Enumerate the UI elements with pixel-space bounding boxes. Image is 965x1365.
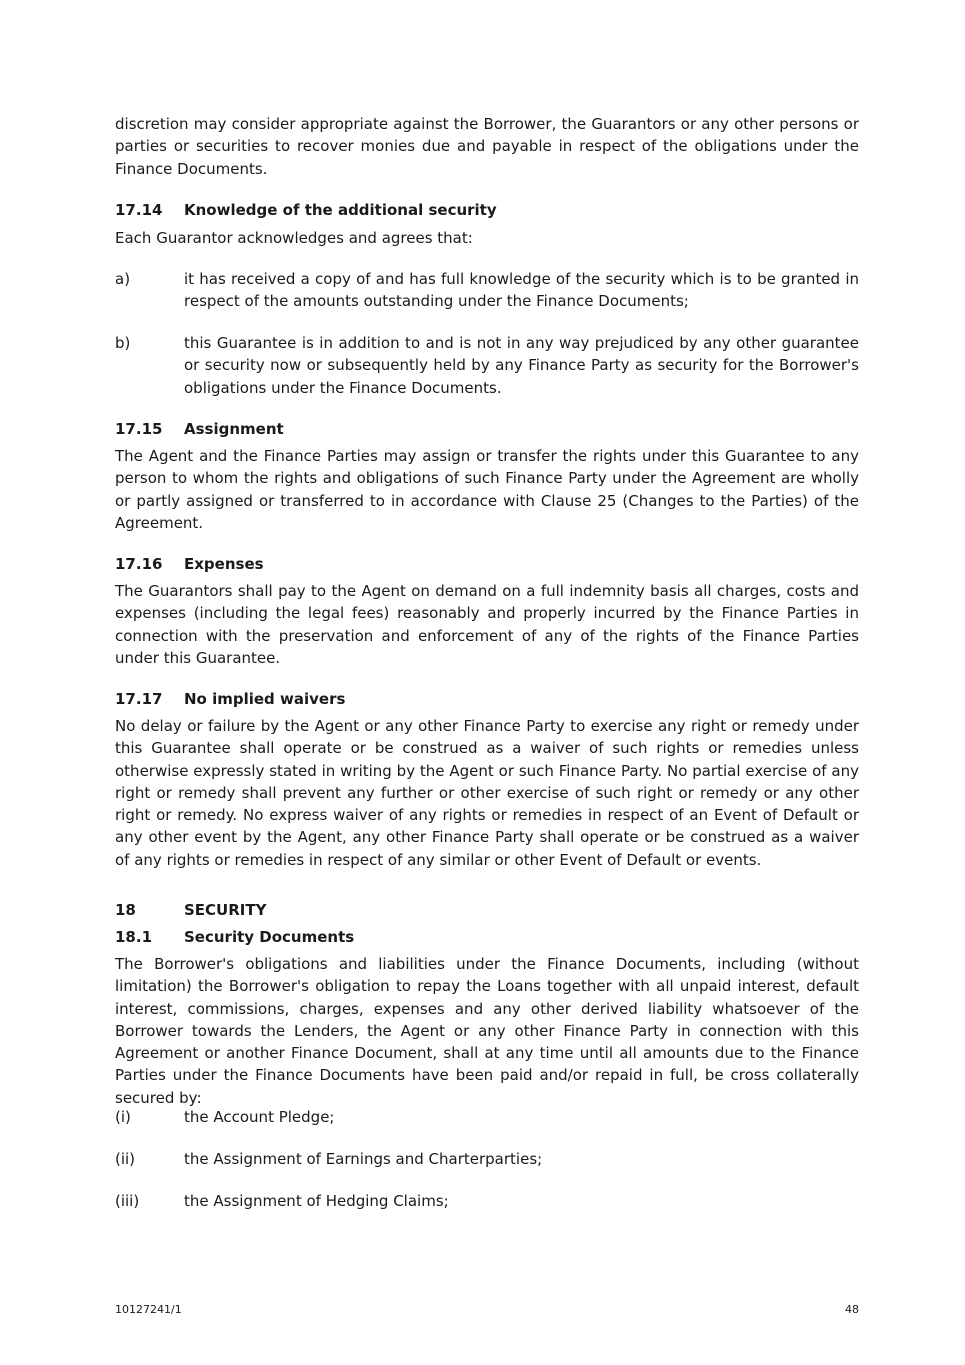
list-item bbox=[115, 332, 859, 399]
heading-17-16 bbox=[115, 554, 264, 574]
heading-17-17 bbox=[115, 689, 345, 709]
heading-number: 17.15 bbox=[115, 420, 163, 438]
heading-number: 18.1 bbox=[115, 928, 153, 946]
list-marker: b) bbox=[115, 334, 131, 352]
heading-18 bbox=[115, 900, 266, 920]
list-item-text: this Guarantee is in addition to and is not in any way prejudiced by any other guarantee or security now or subsequently held by any Finance Party as security for the Borrower's obligations under the Finance Documents. bbox=[184, 334, 859, 397]
heading-18-1 bbox=[115, 927, 354, 947]
section-17-14-intro: Each Guarantor acknowledges and agrees that: bbox=[115, 229, 473, 247]
list-item-text: the Assignment of Hedging Claims; bbox=[184, 1192, 449, 1210]
list-marker: a) bbox=[115, 270, 131, 288]
heading-number: 17.17 bbox=[115, 690, 163, 708]
continuation-paragraph: discretion may consider appropriate against the Borrower, the Guarantors or any other persons or parties or securities to recover monies due and payable in respect of the obligations under the Finance Documents. bbox=[115, 115, 859, 178]
heading-number: 17.16 bbox=[115, 555, 163, 573]
list-marker: (i) bbox=[115, 1108, 131, 1126]
heading-title: Security Documents bbox=[184, 928, 355, 946]
list-item bbox=[115, 268, 859, 313]
section-17-17-body: No delay or failure by the Agent or any other Finance Party to exercise any right or remedy under this Guarantee shall operate or be construed as a waiver of such rights or remedies unless otherwise expressly stated in writing by the Agent or such Finance Party. No partial exercise of any right or remedy shall prevent any further or other exercise of such right or remedy or any other right or remedy. No express waiver of any rights or remedies in respect of an Event of Default or any other event by the Agent, any other Finance Party shall operate or be construed as a waiver of any rights or remedies in respect of any similar or other Event of Default or events. bbox=[115, 717, 859, 869]
section-17-16-body: The Guarantors shall pay to the Agent on demand on a full indemnity basis all charges, costs and expenses (including the legal fees) reasonably and properly incurred by the Finance Parties in connection with the preservation and enforcement of any of the rights of the Finance Parties under this Guarantee. bbox=[115, 582, 859, 667]
heading-title: SECURITY bbox=[184, 901, 267, 919]
list-item-text: the Account Pledge; bbox=[184, 1108, 335, 1126]
heading-17-14 bbox=[115, 200, 497, 220]
heading-title: Knowledge of the additional security bbox=[184, 201, 497, 219]
list-marker: (ii) bbox=[115, 1150, 136, 1168]
list-item bbox=[115, 1190, 859, 1212]
list-item-text: it has received a copy of and has full knowledge of the security which is to be granted in respect of the amounts outstanding under the Finance Documents; bbox=[184, 270, 859, 311]
list-item bbox=[115, 1106, 859, 1128]
heading-number: 18 bbox=[115, 901, 136, 919]
section-18-1-body: The Borrower's obligations and liabilities under the Finance Documents, including (without limitation) the Borrower's obligation to repay the Loans together with all unpaid interest, default interest, commissions, charges, expenses and any other derived liability whatsoever of the Borrower towards the Lenders, the Agent or any other Finance Party in connection with this Agreement or another Finance Document, shall at any time until all amounts due to the Finance Parties under the Finance Documents have been paid and/or repaid in full, be cross collaterally secured by: bbox=[115, 955, 859, 1107]
heading-17-15 bbox=[115, 419, 284, 439]
list-marker: (iii) bbox=[115, 1192, 140, 1210]
section-17-15-body: The Agent and the Finance Parties may assign or transfer the rights under this Guarantee to any person to whom the rights and obligations of such Finance Party under the Agreement are wholly or partly assigned or transferred to in accordance with Clause 25 (Changes to the Parties) of the Agreement. bbox=[115, 447, 859, 532]
list-item bbox=[115, 1148, 859, 1170]
footer-page-number: 48 bbox=[845, 1303, 859, 1316]
list-item-text: the Assignment of Earnings and Charterparties; bbox=[184, 1150, 543, 1168]
heading-title: No implied waivers bbox=[184, 690, 346, 708]
heading-title: Assignment bbox=[184, 420, 284, 438]
footer-doc-ref: 10127241/1 bbox=[115, 1303, 182, 1316]
heading-number: 17.14 bbox=[115, 201, 163, 219]
heading-title: Expenses bbox=[184, 555, 264, 573]
